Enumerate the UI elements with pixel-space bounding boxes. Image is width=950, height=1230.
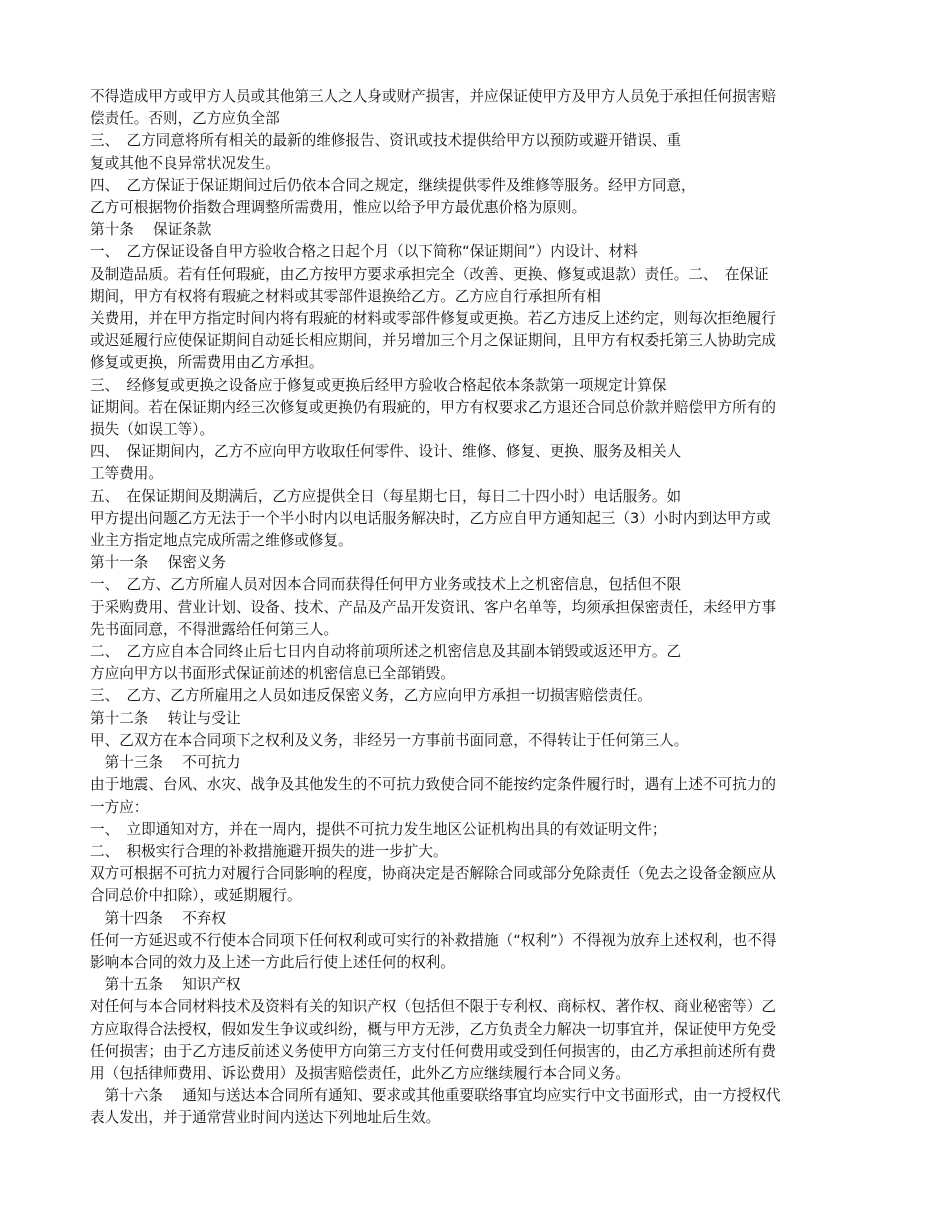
text-line: 期间，甲方有权将有瑕疵之材料或其零部件退换给乙方。乙方应自行承担所有相 — [90, 287, 601, 305]
text-line: 关费用，并在甲方指定时间内将有瑕疵的材料或零部件修复或更换。若乙方违反上述约定，则每次拒绝履行 — [90, 310, 776, 328]
text-line: 四、 乙方保证于保证期间过后仍依本合同之规定，继续提供零件及维修等服务。经甲方同意， — [90, 176, 696, 194]
text-line: 不得造成甲方或甲方人员或其他第三人之人身或财产损害，并应保证使甲方及甲方人员免于承担任何损害赔 — [90, 88, 776, 105]
text-line: 双方可根据不可抗力对履行合同影响的程度，协商决定是否解除合同或部分免除责任（免去之设备金额应从 — [90, 865, 776, 883]
text-line: 任何损害；由于乙方违反前述义务使甲方向第三方支付任何费用或受到任何损害的，由乙方承担前述所有费 — [90, 1042, 776, 1060]
text-line: 偿责任。否则，乙方应负全部 — [90, 110, 280, 128]
text-line: 三、 经修复或更换之设备应于修复或更换后经甲方验收合格起依本条款第一项规定计算保 — [90, 376, 667, 394]
text-line: 任何一方延迟或不行使本合同项下任何权利或可实行的补救措施（“权利”）不得视为放弃上述权利，也不得 — [90, 931, 777, 949]
text-line: 一、 立即通知对方，并在一周内，提供不可抗力发生地区公证机构出具的有效证明文件； — [90, 820, 667, 838]
text-line: 复或其他不良异常状况发生。 — [90, 154, 280, 172]
document-body — [90, 86, 860, 1130]
text-line: 乙方可根据物价指数合理调整所需费用，惟应以给予甲方最优惠价格为原则。 — [90, 199, 587, 217]
text-line: 合同总价中扣除），或延期履行。 — [90, 887, 302, 905]
text-line: 证期间。若在保证期内经三次修复或更换仍有瑕疵的，甲方有权要求乙方退还合同总价款并赔偿甲方所有的 — [90, 398, 776, 416]
text-line: 用（包括律师费用、诉讼费用）及损害赔偿责任，此外乙方应继续履行本合同义务。 — [90, 1064, 630, 1082]
text-line: 甲、乙双方在本合同项下之权利及义务，非经另一方事前书面同意，不得转让于任何第三人。 — [90, 731, 689, 749]
text-line: 二、 乙方应自本合同终止后七日内自动将前项所述之机密信息及其副本销毁或返还甲方。乙 — [90, 643, 682, 661]
text-line: 第十三条 不可抗力 — [90, 754, 241, 772]
text-line: 三、 乙方、乙方所雇用之人员如违反保密义务，乙方应向甲方承担一切损害赔偿责任。 — [90, 687, 652, 705]
text-line: 方应取得合法授权，假如发生争议或纠纷，概与甲方无涉，乙方负责全力解决一切事宜并，保证使甲方免受 — [90, 1020, 776, 1038]
text-line: 二、 积极实行合理的补救措施避开损失的进一步扩大。 — [90, 842, 448, 860]
text-line: 五、 在保证期间及期满后，乙方应提供全日（每星期七日，每日二十四小时）电话服务。如 — [90, 487, 682, 505]
text-line: 方应向甲方以书面形式保证前述的机密信息已全部销毁。 — [90, 665, 455, 683]
text-line: 一、 乙方、乙方所雇人员对因本合同而获得任何甲方业务或技术上之机密信息，包括但不限 — [90, 576, 682, 594]
text-line: 损失（如误工等）。 — [90, 421, 215, 439]
text-line: 第十五条 知识产权 — [90, 976, 241, 994]
text-line: 一、 乙方保证设备自甲方验收合格之日起个月（以下简称“保证期间”）内设计、材料 — [90, 243, 638, 261]
text-line: 由于地震、台风、水灾、战争及其他发生的不可抗力致使合同不能按约定条件履行时，遇有上述不可抗力的 — [90, 776, 776, 794]
text-line: 或迟延履行应使保证期间自动延长相应期间，并另增加三个月之保证期间，且甲方有权委托第三人协助完成 — [90, 332, 776, 350]
text-line: 一方应： — [90, 798, 149, 816]
text-line: 业主方指定地点完成所需之维修或修复。 — [90, 532, 353, 550]
text-line: 第十六条 通知与送达本合同所有通知、要求或其他重要联络事宜均应实行中文书面形式，由一方授权代 — [90, 1087, 781, 1105]
text-line: 四、 保证期间内，乙方不应向甲方收取任何零件、设计、维修、修复、更换、服务及相关人 — [90, 443, 682, 461]
text-line: 于采购费用、营业计划、设备、技术、产品及产品开发资讯、客户名单等，均须承担保密责任，未经甲方事 — [90, 598, 776, 616]
text-line: 第十二条 转让与受让 — [90, 709, 241, 727]
text-line: 先书面同意，不得泄露给任何第三人。 — [90, 620, 339, 638]
text-line: 表人发出，并于通常营业时间内送达下列地址后生效。 — [90, 1109, 441, 1127]
text-line: 第十四条 不弃权 — [90, 909, 226, 927]
text-line: 工等费用。 — [90, 465, 163, 483]
text-line: 修复或更换，所需费用由乙方承担。 — [90, 354, 324, 372]
text-line: 甲方提出问题乙方无法于一个半小时内以电话服务解决时，乙方应自甲方通知起三（3）小时内到达甲方或 — [90, 509, 771, 527]
text-line: 三、 乙方同意将所有相关的最新的维修报告、资讯或技术提供给甲方以预防或避开错误、重 — [90, 132, 682, 150]
text-line: 及制造品质。若有任何瑕疵，由乙方按甲方要求承担完全（改善、更换、修复或退款）责任。二、 在保证 — [90, 265, 769, 283]
text-line: 第十条 保证条款 — [90, 221, 212, 239]
text-line: 影响本合同的效力及上述一方此后行使上述任何的权利。 — [90, 953, 455, 971]
text-line: 第十一条 保密义务 — [90, 554, 226, 572]
text-line: 对任何与本合同材料技术及资料有关的知识产权（包括但不限于专利权、商标权、著作权、商业秘密等）乙 — [90, 998, 776, 1016]
